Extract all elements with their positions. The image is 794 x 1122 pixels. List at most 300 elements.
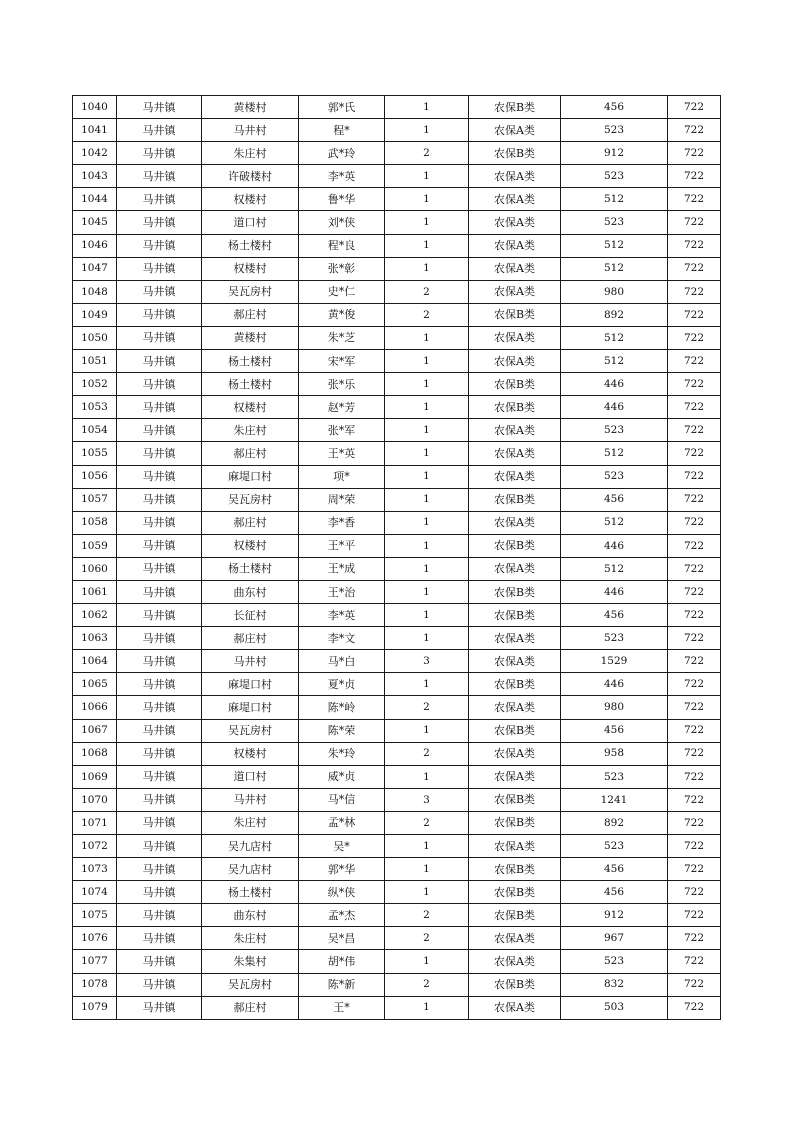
household-count-cell: 1 — [385, 488, 469, 511]
row-number: 1041 — [73, 119, 117, 142]
amount-cell: 523 — [561, 835, 668, 858]
row-number: 1046 — [73, 234, 117, 257]
table-row — [73, 465, 721, 488]
amount-cell: 512 — [561, 234, 668, 257]
category-cell: 农保A类 — [469, 165, 561, 188]
town-cell: 马井镇 — [117, 881, 202, 904]
village-cell: 黄楼村 — [202, 326, 299, 349]
category-cell: 农保B类 — [469, 811, 561, 834]
category-cell: 农保B类 — [469, 604, 561, 627]
row-number: 1061 — [73, 580, 117, 603]
name-cell: 郭*氏 — [299, 96, 385, 119]
table-row — [73, 973, 721, 996]
standard-cell: 722 — [668, 742, 721, 765]
standard-cell: 722 — [668, 511, 721, 534]
town-cell: 马井镇 — [117, 211, 202, 234]
category-cell: 农保A类 — [469, 211, 561, 234]
row-number: 1074 — [73, 881, 117, 904]
village-cell: 郝庄村 — [202, 996, 299, 1019]
table-row — [73, 142, 721, 165]
standard-cell: 722 — [668, 257, 721, 280]
town-cell: 马井镇 — [117, 788, 202, 811]
table-row — [73, 534, 721, 557]
household-count-cell: 2 — [385, 973, 469, 996]
household-count-cell: 1 — [385, 234, 469, 257]
table-row — [73, 696, 721, 719]
town-cell: 马井镇 — [117, 973, 202, 996]
row-number: 1057 — [73, 488, 117, 511]
village-cell: 马井村 — [202, 788, 299, 811]
standard-cell: 722 — [668, 211, 721, 234]
category-cell: 农保B类 — [469, 534, 561, 557]
row-number: 1042 — [73, 142, 117, 165]
standard-cell: 722 — [668, 696, 721, 719]
amount-cell: 523 — [561, 419, 668, 442]
town-cell: 马井镇 — [117, 419, 202, 442]
town-cell: 马井镇 — [117, 696, 202, 719]
village-cell: 朱庄村 — [202, 419, 299, 442]
standard-cell: 722 — [668, 165, 721, 188]
amount-cell: 446 — [561, 534, 668, 557]
town-cell: 马井镇 — [117, 257, 202, 280]
standard-cell: 722 — [668, 904, 721, 927]
category-cell: 农保A类 — [469, 442, 561, 465]
name-cell: 赵*芳 — [299, 396, 385, 419]
category-cell: 农保A类 — [469, 950, 561, 973]
table-row — [73, 234, 721, 257]
category-cell: 农保B类 — [469, 673, 561, 696]
name-cell: 马*白 — [299, 650, 385, 673]
amount-cell: 512 — [561, 557, 668, 580]
name-cell: 王*英 — [299, 442, 385, 465]
table-row — [73, 511, 721, 534]
name-cell: 程* — [299, 119, 385, 142]
amount-cell: 523 — [561, 211, 668, 234]
row-number: 1066 — [73, 696, 117, 719]
name-cell: 陈*荣 — [299, 719, 385, 742]
village-cell: 道口村 — [202, 765, 299, 788]
standard-cell: 722 — [668, 373, 721, 396]
village-cell: 曲东村 — [202, 580, 299, 603]
row-number: 1078 — [73, 973, 117, 996]
category-cell: 农保A类 — [469, 996, 561, 1019]
category-cell: 农保B类 — [469, 580, 561, 603]
standard-cell: 722 — [668, 858, 721, 881]
standard-cell: 722 — [668, 96, 721, 119]
row-number: 1062 — [73, 604, 117, 627]
row-number: 1076 — [73, 927, 117, 950]
amount-cell: 446 — [561, 396, 668, 419]
amount-cell: 456 — [561, 881, 668, 904]
household-count-cell: 2 — [385, 904, 469, 927]
standard-cell: 722 — [668, 881, 721, 904]
name-cell: 吴*昌 — [299, 927, 385, 950]
village-cell: 黄楼村 — [202, 96, 299, 119]
category-cell: 农保A类 — [469, 511, 561, 534]
standard-cell: 722 — [668, 396, 721, 419]
village-cell: 道口村 — [202, 211, 299, 234]
standard-cell: 722 — [668, 765, 721, 788]
town-cell: 马井镇 — [117, 280, 202, 303]
standard-cell: 722 — [668, 142, 721, 165]
village-cell: 权楼村 — [202, 188, 299, 211]
table-row — [73, 673, 721, 696]
household-count-cell: 1 — [385, 881, 469, 904]
name-cell: 陈*新 — [299, 973, 385, 996]
household-count-cell: 1 — [385, 188, 469, 211]
row-number: 1073 — [73, 858, 117, 881]
name-cell: 项* — [299, 465, 385, 488]
name-cell: 王*治 — [299, 580, 385, 603]
row-number: 1047 — [73, 257, 117, 280]
name-cell: 李*英 — [299, 165, 385, 188]
row-number: 1069 — [73, 765, 117, 788]
town-cell: 马井镇 — [117, 142, 202, 165]
category-cell: 农保A类 — [469, 188, 561, 211]
household-count-cell: 1 — [385, 950, 469, 973]
standard-cell: 722 — [668, 973, 721, 996]
town-cell: 马井镇 — [117, 719, 202, 742]
name-cell: 朱*玲 — [299, 742, 385, 765]
standard-cell: 722 — [668, 465, 721, 488]
amount-cell: 446 — [561, 580, 668, 603]
row-number: 1052 — [73, 373, 117, 396]
table-row — [73, 280, 721, 303]
name-cell: 刘*侠 — [299, 211, 385, 234]
row-number: 1055 — [73, 442, 117, 465]
category-cell: 农保A类 — [469, 326, 561, 349]
name-cell: 吴* — [299, 835, 385, 858]
name-cell: 宋*军 — [299, 350, 385, 373]
amount-cell: 523 — [561, 950, 668, 973]
name-cell: 陈*岭 — [299, 696, 385, 719]
household-count-cell: 1 — [385, 604, 469, 627]
table-row — [73, 719, 721, 742]
amount-cell: 512 — [561, 350, 668, 373]
name-cell: 夏*贞 — [299, 673, 385, 696]
table-body — [73, 96, 721, 1020]
category-cell: 农保A类 — [469, 119, 561, 142]
table-row — [73, 96, 721, 119]
standard-cell: 722 — [668, 534, 721, 557]
name-cell: 张*乐 — [299, 373, 385, 396]
table-row — [73, 811, 721, 834]
standard-cell: 722 — [668, 419, 721, 442]
row-number: 1070 — [73, 788, 117, 811]
standard-cell: 722 — [668, 280, 721, 303]
amount-cell: 892 — [561, 811, 668, 834]
name-cell: 王*平 — [299, 534, 385, 557]
amount-cell: 456 — [561, 488, 668, 511]
table-row — [73, 742, 721, 765]
household-count-cell: 1 — [385, 557, 469, 580]
village-cell: 杨土楼村 — [202, 557, 299, 580]
village-cell: 马井村 — [202, 119, 299, 142]
household-count-cell: 1 — [385, 396, 469, 419]
amount-cell: 1241 — [561, 788, 668, 811]
standard-cell: 722 — [668, 811, 721, 834]
category-cell: 农保B类 — [469, 142, 561, 165]
table-row — [73, 557, 721, 580]
category-cell: 农保A类 — [469, 927, 561, 950]
table-row — [73, 927, 721, 950]
table-row — [73, 650, 721, 673]
household-count-cell: 1 — [385, 465, 469, 488]
table-row — [73, 835, 721, 858]
amount-cell: 892 — [561, 303, 668, 326]
village-cell: 朱庄村 — [202, 142, 299, 165]
amount-cell: 912 — [561, 904, 668, 927]
amount-cell: 523 — [561, 627, 668, 650]
household-count-cell: 1 — [385, 326, 469, 349]
household-count-cell: 1 — [385, 580, 469, 603]
town-cell: 马井镇 — [117, 119, 202, 142]
household-count-cell: 2 — [385, 811, 469, 834]
table-row — [73, 881, 721, 904]
amount-cell: 512 — [561, 257, 668, 280]
town-cell: 马井镇 — [117, 534, 202, 557]
household-count-cell: 2 — [385, 303, 469, 326]
town-cell: 马井镇 — [117, 350, 202, 373]
table-row — [73, 858, 721, 881]
amount-cell: 980 — [561, 696, 668, 719]
amount-cell: 512 — [561, 511, 668, 534]
amount-cell: 446 — [561, 673, 668, 696]
amount-cell: 456 — [561, 604, 668, 627]
amount-cell: 912 — [561, 142, 668, 165]
name-cell: 李*香 — [299, 511, 385, 534]
category-cell: 农保B类 — [469, 396, 561, 419]
standard-cell: 722 — [668, 188, 721, 211]
row-number: 1050 — [73, 326, 117, 349]
village-cell: 麻堤口村 — [202, 465, 299, 488]
row-number: 1056 — [73, 465, 117, 488]
village-cell: 吴九店村 — [202, 835, 299, 858]
town-cell: 马井镇 — [117, 950, 202, 973]
amount-cell: 523 — [561, 765, 668, 788]
household-count-cell: 1 — [385, 719, 469, 742]
village-cell: 朱庄村 — [202, 927, 299, 950]
household-count-cell: 3 — [385, 650, 469, 673]
household-count-cell: 1 — [385, 350, 469, 373]
amount-cell: 523 — [561, 165, 668, 188]
name-cell: 周*荣 — [299, 488, 385, 511]
household-count-cell: 1 — [385, 257, 469, 280]
name-cell: 黄*俊 — [299, 303, 385, 326]
town-cell: 马井镇 — [117, 511, 202, 534]
category-cell: 农保B类 — [469, 488, 561, 511]
name-cell: 郭*华 — [299, 858, 385, 881]
table-row — [73, 119, 721, 142]
amount-cell: 832 — [561, 973, 668, 996]
town-cell: 马井镇 — [117, 927, 202, 950]
name-cell: 王*成 — [299, 557, 385, 580]
town-cell: 马井镇 — [117, 604, 202, 627]
category-cell: 农保A类 — [469, 234, 561, 257]
amount-cell: 523 — [561, 465, 668, 488]
table-row — [73, 904, 721, 927]
village-cell: 吴九店村 — [202, 858, 299, 881]
standard-cell: 722 — [668, 650, 721, 673]
category-cell: 农保B类 — [469, 904, 561, 927]
amount-cell: 980 — [561, 280, 668, 303]
standard-cell: 722 — [668, 719, 721, 742]
village-cell: 杨土楼村 — [202, 881, 299, 904]
row-number: 1065 — [73, 673, 117, 696]
row-number: 1072 — [73, 835, 117, 858]
category-cell: 农保B类 — [469, 858, 561, 881]
name-cell: 李*英 — [299, 604, 385, 627]
standard-cell: 722 — [668, 119, 721, 142]
name-cell: 孟*杰 — [299, 904, 385, 927]
village-cell: 吴瓦房村 — [202, 488, 299, 511]
name-cell: 马*信 — [299, 788, 385, 811]
household-count-cell: 1 — [385, 996, 469, 1019]
town-cell: 马井镇 — [117, 835, 202, 858]
household-count-cell: 1 — [385, 534, 469, 557]
household-count-cell: 2 — [385, 927, 469, 950]
standard-cell: 722 — [668, 557, 721, 580]
name-cell: 张*军 — [299, 419, 385, 442]
category-cell: 农保A类 — [469, 465, 561, 488]
amount-cell: 523 — [561, 119, 668, 142]
town-cell: 马井镇 — [117, 765, 202, 788]
row-number: 1068 — [73, 742, 117, 765]
town-cell: 马井镇 — [117, 811, 202, 834]
name-cell: 史*仁 — [299, 280, 385, 303]
category-cell: 农保A类 — [469, 742, 561, 765]
table-row — [73, 765, 721, 788]
household-count-cell: 1 — [385, 511, 469, 534]
amount-cell: 503 — [561, 996, 668, 1019]
town-cell: 马井镇 — [117, 742, 202, 765]
amount-cell: 446 — [561, 373, 668, 396]
row-number: 1054 — [73, 419, 117, 442]
category-cell: 农保A类 — [469, 696, 561, 719]
town-cell: 马井镇 — [117, 465, 202, 488]
category-cell: 农保B类 — [469, 881, 561, 904]
standard-cell: 722 — [668, 488, 721, 511]
table-row — [73, 188, 721, 211]
standard-cell: 722 — [668, 442, 721, 465]
table-row — [73, 580, 721, 603]
table-row — [73, 950, 721, 973]
category-cell: 农保A类 — [469, 765, 561, 788]
table-row — [73, 350, 721, 373]
standard-cell: 722 — [668, 580, 721, 603]
table-row — [73, 488, 721, 511]
village-cell: 权楼村 — [202, 257, 299, 280]
row-number: 1064 — [73, 650, 117, 673]
household-count-cell: 1 — [385, 442, 469, 465]
town-cell: 马井镇 — [117, 673, 202, 696]
town-cell: 马井镇 — [117, 234, 202, 257]
table-row — [73, 419, 721, 442]
household-count-cell: 1 — [385, 765, 469, 788]
village-cell: 马井村 — [202, 650, 299, 673]
name-cell: 李*文 — [299, 627, 385, 650]
standard-cell: 722 — [668, 326, 721, 349]
village-cell: 朱庄村 — [202, 811, 299, 834]
category-cell: 农保B类 — [469, 303, 561, 326]
standard-cell: 722 — [668, 835, 721, 858]
name-cell: 张*彰 — [299, 257, 385, 280]
town-cell: 马井镇 — [117, 996, 202, 1019]
town-cell: 马井镇 — [117, 442, 202, 465]
subsidy-table — [72, 95, 721, 1020]
standard-cell: 722 — [668, 303, 721, 326]
household-count-cell: 1 — [385, 627, 469, 650]
household-count-cell: 1 — [385, 673, 469, 696]
standard-cell: 722 — [668, 927, 721, 950]
standard-cell: 722 — [668, 627, 721, 650]
household-count-cell: 2 — [385, 142, 469, 165]
village-cell: 郝庄村 — [202, 627, 299, 650]
category-cell: 农保A类 — [469, 557, 561, 580]
row-number: 1059 — [73, 534, 117, 557]
name-cell: 王* — [299, 996, 385, 1019]
household-count-cell: 1 — [385, 858, 469, 881]
name-cell: 威*贞 — [299, 765, 385, 788]
town-cell: 马井镇 — [117, 557, 202, 580]
category-cell: 农保A类 — [469, 280, 561, 303]
table-row — [73, 788, 721, 811]
amount-cell: 456 — [561, 96, 668, 119]
table-row — [73, 165, 721, 188]
village-cell: 杨土楼村 — [202, 234, 299, 257]
row-number: 1053 — [73, 396, 117, 419]
name-cell: 武*玲 — [299, 142, 385, 165]
household-count-cell: 1 — [385, 211, 469, 234]
row-number: 1075 — [73, 904, 117, 927]
category-cell: 农保B类 — [469, 973, 561, 996]
amount-cell: 1529 — [561, 650, 668, 673]
row-number: 1071 — [73, 811, 117, 834]
town-cell: 马井镇 — [117, 326, 202, 349]
name-cell: 程*良 — [299, 234, 385, 257]
village-cell: 曲东村 — [202, 904, 299, 927]
row-number: 1049 — [73, 303, 117, 326]
standard-cell: 722 — [668, 950, 721, 973]
town-cell: 马井镇 — [117, 904, 202, 927]
town-cell: 马井镇 — [117, 650, 202, 673]
table-row — [73, 211, 721, 234]
table-row — [73, 996, 721, 1019]
town-cell: 马井镇 — [117, 165, 202, 188]
table-row — [73, 303, 721, 326]
village-cell: 吴瓦房村 — [202, 973, 299, 996]
row-number: 1079 — [73, 996, 117, 1019]
household-count-cell: 1 — [385, 835, 469, 858]
row-number: 1051 — [73, 350, 117, 373]
row-number: 1067 — [73, 719, 117, 742]
row-number: 1048 — [73, 280, 117, 303]
household-count-cell: 2 — [385, 696, 469, 719]
category-cell: 农保B类 — [469, 373, 561, 396]
town-cell: 马井镇 — [117, 580, 202, 603]
village-cell: 权楼村 — [202, 534, 299, 557]
village-cell: 吴瓦房村 — [202, 280, 299, 303]
household-count-cell: 2 — [385, 742, 469, 765]
standard-cell: 722 — [668, 234, 721, 257]
amount-cell: 967 — [561, 927, 668, 950]
amount-cell: 456 — [561, 858, 668, 881]
table-row — [73, 442, 721, 465]
row-number: 1077 — [73, 950, 117, 973]
town-cell: 马井镇 — [117, 96, 202, 119]
standard-cell: 722 — [668, 996, 721, 1019]
standard-cell: 722 — [668, 350, 721, 373]
